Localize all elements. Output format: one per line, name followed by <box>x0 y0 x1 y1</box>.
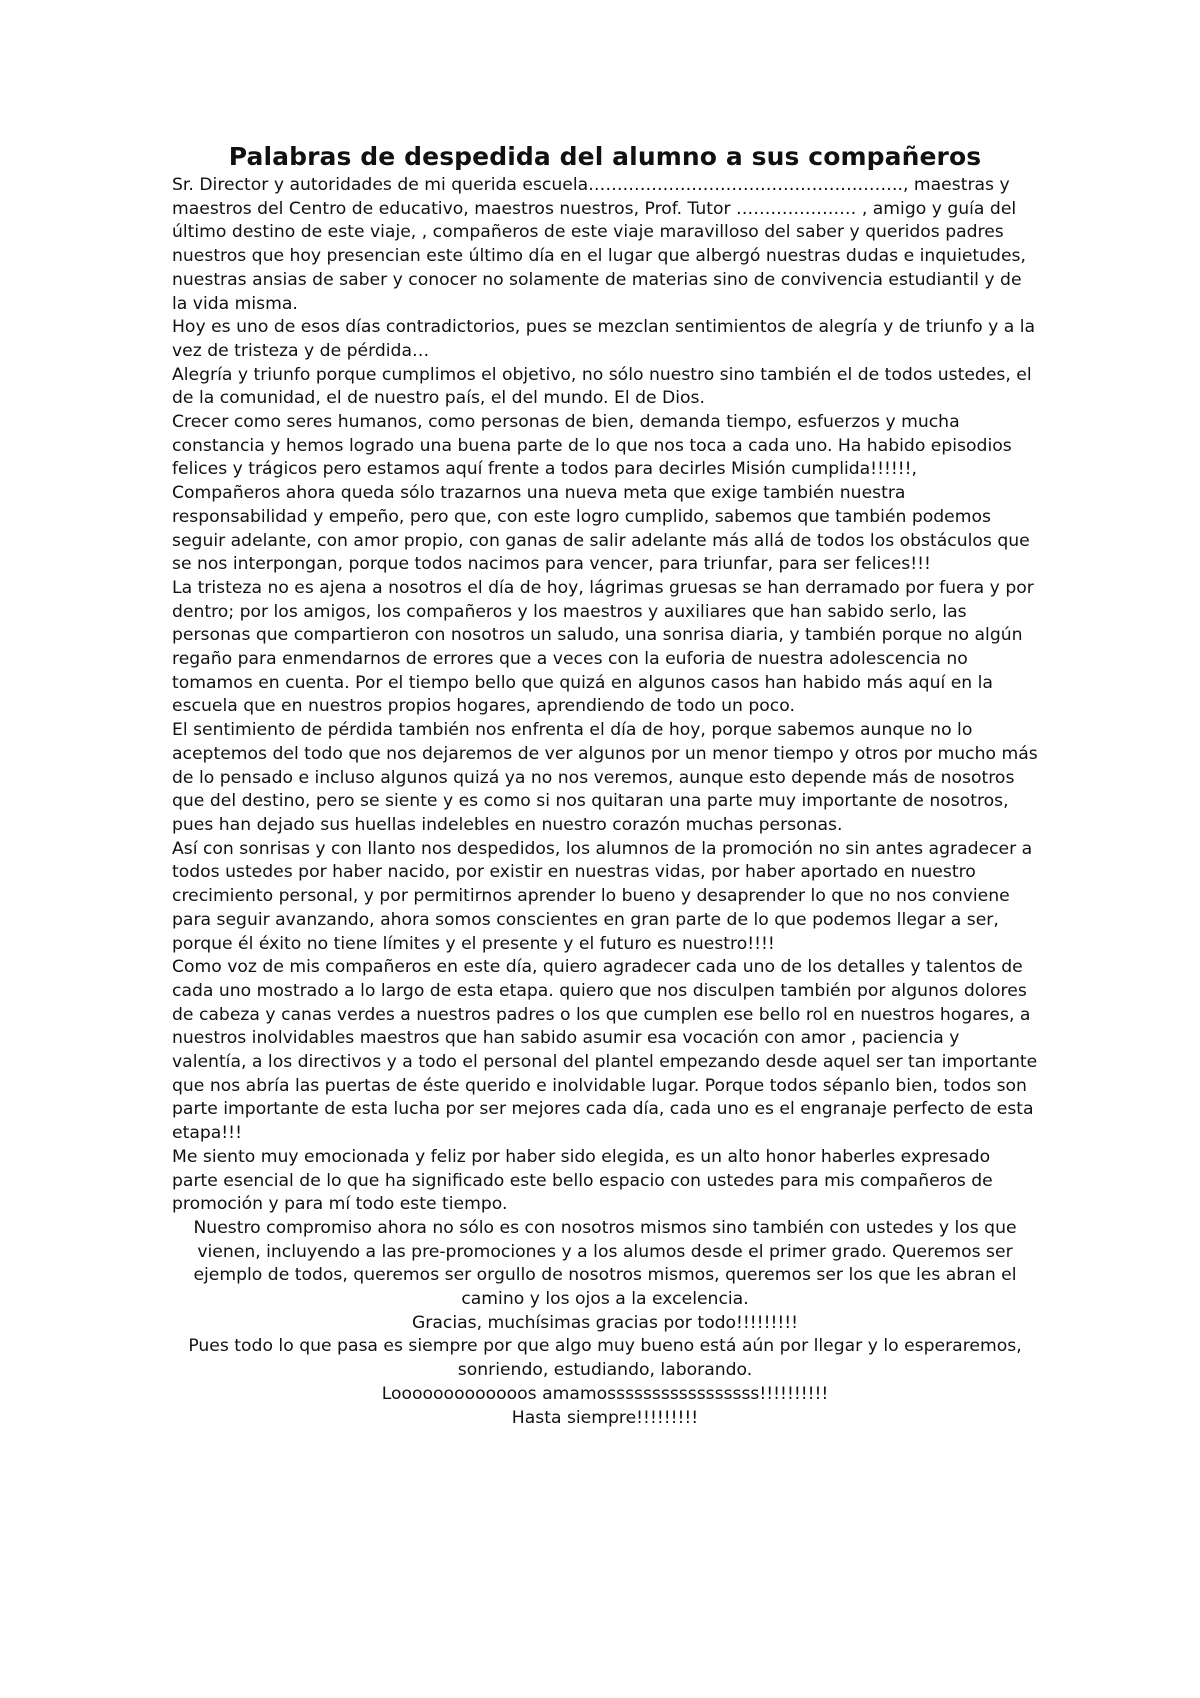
paragraph-sadness: La tristeza no es ajena a nosotros el día de hoy, lágrimas gruesas se han derramado por fuera y por dentro; por los amigos, los compañeros y los maestros y auxiliares que han sabido serlo, las personas que compartieron con nosotros un saludo, una sonrisa diaria, y también porque no algún regaño para enmendarnos de errores que a veces con la euforia de nuestra adolescencia no tomamos en cuenta. Por el tiempo bello que quizá en algunos casos han habido más aquí en la escuela que en nuestros propios hogares, aprendiendo de todo un poco. <box>172 577 1034 717</box>
paragraph-growing: Crecer como seres humanos, como personas de bien, demanda tiempo, esfuerzos y mucha constancia y hemos logrado una buena parte de lo que nos toca a cada uno. Ha habido episodios felices y trágicos pero estamos aquí frente a todos para decirles Misión cumplida!!!!!!, <box>172 412 1012 480</box>
paragraph-honor: Me siento muy emocionada y feliz por haber sido elegida, es un alto honor haberles expresado parte esencial de lo que ha significado este bello espacio con ustedes para mis compañeros de promoción y para mí todo este tiempo. <box>172 1146 993 1215</box>
closing-thanks: Gracias, muchísimas gracias por todo!!!!!!!!! <box>411 1312 799 1333</box>
paragraph-farewell: Así con sonrisas y con llanto nos despedidos, los alumnos de la promoción no sin antes agradecer a todos ustedes por haber nacido, por existir en nuestras vidas, por haber aportado en nuestro crecimiento personal, y por permitirnos aprender lo bueno y desaprender lo que no nos conviene para seguir avanzando, ahora somos conscientes en gran parte de lo que podemos llegar a ser, porque él éxito no tiene límites y el presente y el futuro es nuestro!!!! <box>172 838 1033 954</box>
paragraph-contradictory-day: Hoy es uno de esos días contradictorios, pues se mezclan sentimientos de alegría y de triunfo y a la vez de tristeza y de pérdida… <box>172 317 1036 361</box>
closing-commitment: Nuestro compromiso ahora no sólo es con nosotros mismos sino también con ustedes y los que vienen, incluyendo a las pre-promociones y a los alumos desde el primer grado. Queremos ser ejemplo de todos, queremos ser orgullo de nosotros mismos, queremos ser los que les abran el camino y los ojos a la excelencia. <box>193 1217 1017 1310</box>
paragraph-joy-triumph: Alegría y triunfo porque cumplimos el objetivo, no sólo nuestro sino también el de todos ustedes, el de la comunidad, el de nuestro país, el del mundo. El de Dios. <box>172 364 1032 409</box>
paragraph-new-goal: Compañeros ahora queda sólo trazarnos una nueva meta que exige también nuestra responsabilidad y empeño, pero que, con este logro cumplido, sabemos que también podemos seguir adelante, con amor propio, con ganas de salir adelante más allá de todos los obstáculos que se nos interpongan, porque todos nacimos para vencer, para triunfar, para ser felices!!! <box>172 483 1030 575</box>
paragraph-loss: El sentimiento de pérdida también nos enfrenta el día de hoy, porque sabemos aunque no lo aceptemos del todo que nos dejaremos de ver algunos por un menor tiempo y otros por mucho más de lo pensado e incluso algunos quizá ya no nos veremos, aunque esto depende más de nosotros que del destino, pero se siente y es como si nos quitaran una parte muy importante de nosotros, pues han dejado sus huellas indelebles en nuestro corazón muchas personas. <box>172 720 1038 835</box>
document-title: Palabras de despedida del alumno a sus compañeros <box>228 142 982 171</box>
paragraph-gratitude: Como voz de mis compañeros en este día, quiero agradecer cada uno de los detalles y talentos de cada uno mostrado a lo largo de esta etapa. quiero que nos disculpen también por algunos dolores de cabeza y canas verdes a nuestros padres o los que cumplen ese bello rol en nuestros hogares, a nuestros inolvidables maestros que han sabido asumir esa vocación con amor , paciencia y valentía, a los directivos y a todo el personal del plantel empezando desde aquel ser tan importante que nos abría las puertas de éste querido e inolvidable lugar. Porque todos sépanlo bien, todos son parte importante de esta lucha por ser mejores cada día, cada uno es el engranaje perfecto de esta etapa!!! <box>172 957 1038 1144</box>
paragraph-greeting: Sr. Director y autoridades de mi querida escuela………………………………………………., maestras y maestros del Centro de educativo, maestros nuestros, Prof. Tutor ………………… , amigo y guía del último destino de este viaje, , compañeros de este viaje maravilloso del saber y queridos padres nuestros que hoy presencian este último día en el lugar que albergó nuestras dudas e inquietudes, nuestras ansias de saber y conocer no solamente de materias sino de convivencia estudiantil y de la vida misma. <box>172 175 1026 314</box>
closing-hope: Pues todo lo que pasa es siempre por que algo muy bueno está aún por llegar y lo esperaremos, sonriendo, estudiando, laborando. <box>188 1336 1022 1381</box>
closing-love: Looooooooooooos amamosssssssssssssssss!!!!!!!!!! <box>381 1383 829 1404</box>
document-body <box>172 140 1038 1430</box>
closing-goodbye: Hasta siempre!!!!!!!!! <box>511 1407 699 1428</box>
